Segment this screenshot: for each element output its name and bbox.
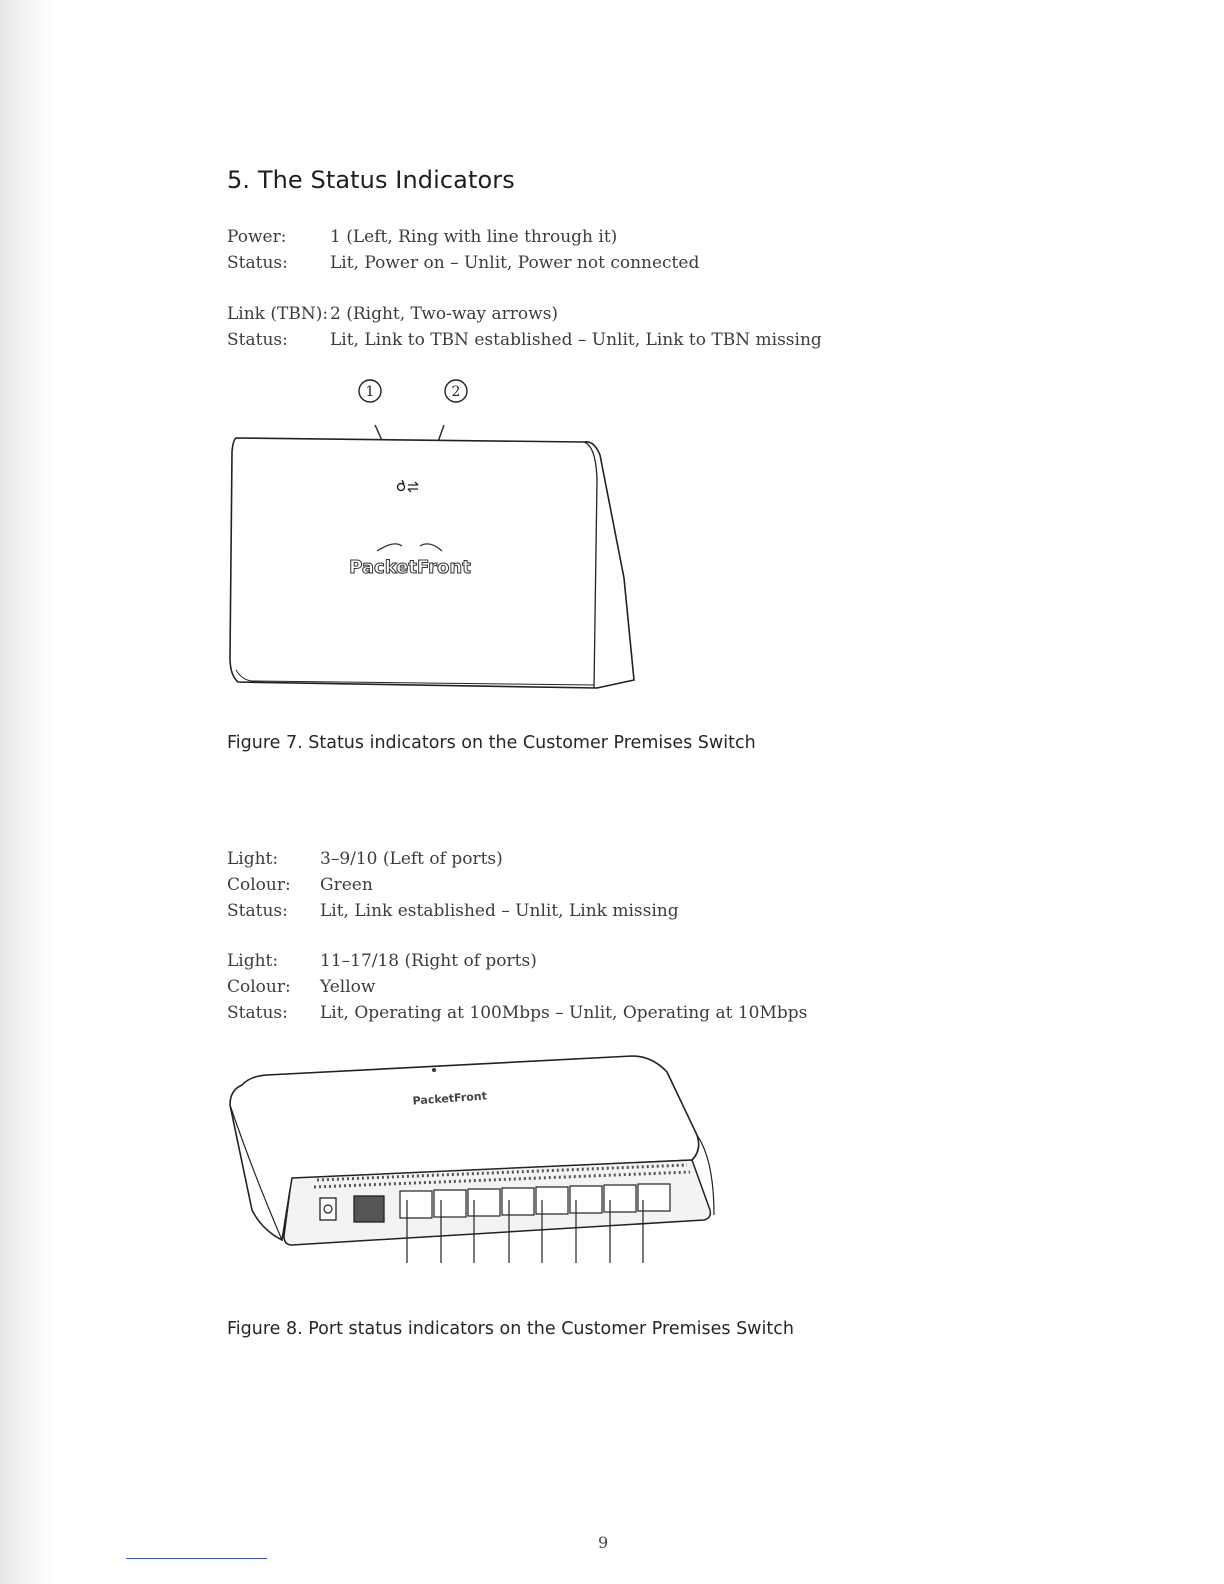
page-number: 9 bbox=[598, 1533, 609, 1552]
link-label: Link (TBN): bbox=[227, 304, 329, 324]
green-colour-label: Colour: bbox=[227, 875, 291, 895]
green-status-label: Status: bbox=[227, 901, 288, 921]
power-status-label: Status: bbox=[227, 253, 288, 273]
callout-number-1: 1 bbox=[365, 384, 375, 400]
yellow-light-value: 11–17/18 (Right of ports) bbox=[320, 951, 537, 971]
yellow-light-label: Light: bbox=[227, 951, 279, 971]
figure-7-caption: Figure 7. Status indicators on the Customer Premises Switch bbox=[227, 733, 756, 753]
uplink-port-icon bbox=[354, 1196, 384, 1222]
packetfront-logo-top: PacketFront bbox=[412, 1089, 488, 1108]
yellow-colour-label: Colour: bbox=[227, 977, 291, 997]
scan-margin-shadow bbox=[0, 0, 56, 1584]
green-light-label: Light: bbox=[227, 849, 279, 869]
top-led-icon bbox=[432, 1068, 436, 1072]
power-value: 1 (Left, Ring with line through it) bbox=[330, 227, 618, 247]
yellow-status-value: Lit, Operating at 100Mbps – Unlit, Operating at 10Mbps bbox=[320, 1003, 808, 1023]
green-light-value: 3–9/10 (Left of ports) bbox=[320, 849, 503, 869]
figure-8-caption: Figure 8. Port status indicators on the Customer Premises Switch bbox=[227, 1319, 794, 1339]
link-status-value: Lit, Link to TBN established – Unlit, Link to TBN missing bbox=[330, 330, 822, 350]
yellow-status-label: Status: bbox=[227, 1003, 288, 1023]
power-socket-icon bbox=[320, 1198, 336, 1220]
green-colour-value: Green bbox=[320, 875, 373, 895]
footer-line bbox=[126, 1558, 267, 1559]
green-status-value: Lit, Link established – Unlit, Link missing bbox=[320, 901, 679, 921]
callout-number-2: 2 bbox=[451, 384, 461, 400]
link-value: 2 (Right, Two-way arrows) bbox=[330, 304, 559, 324]
figure-8-switch-ports bbox=[222, 1050, 722, 1270]
yellow-colour-value: Yellow bbox=[320, 977, 376, 997]
packetfront-logo: PacketFront bbox=[349, 557, 471, 578]
link-status-label: Status: bbox=[227, 330, 288, 350]
power-status-value: Lit, Power on – Unlit, Power not connected bbox=[330, 253, 700, 273]
figure-7-switch-front bbox=[222, 370, 652, 700]
section-heading: 5. The Status Indicators bbox=[227, 166, 515, 194]
power-label: Power: bbox=[227, 227, 287, 247]
